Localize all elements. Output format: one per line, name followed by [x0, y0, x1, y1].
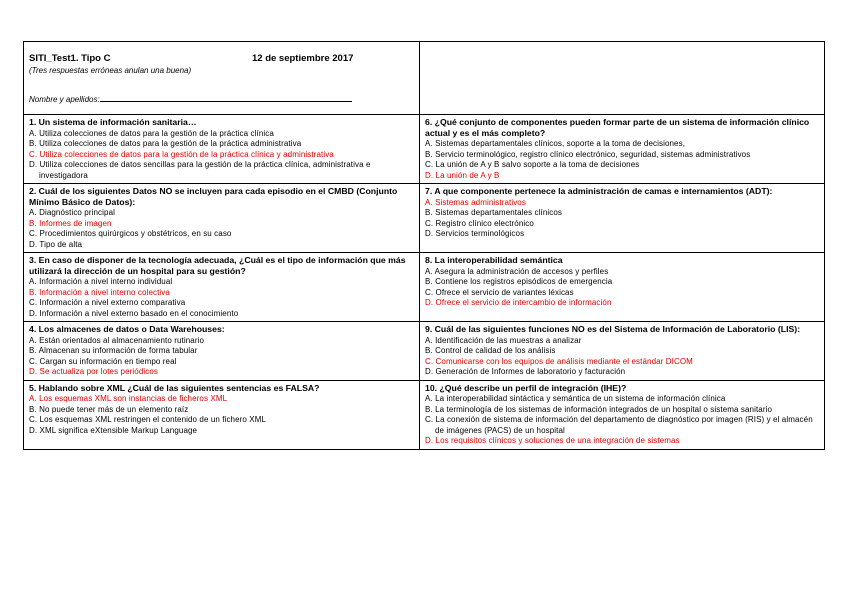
question-cell-8: [420, 253, 825, 322]
answer-option[interactable]: A. Identificación de las muestras a analizar: [425, 335, 582, 345]
name-field[interactable]: [29, 93, 415, 105]
answer-option-correct[interactable]: B. Información a nivel interno colectiva: [29, 287, 170, 297]
question-title: 10. ¿Qué describe un perfil de integración (IHE)?: [425, 382, 627, 393]
question-row: [24, 184, 825, 253]
question-title: 6. ¿Qué conjunto de componentes pueden formar parte de un sistema de información clínico actual y es el más completo?: [425, 117, 810, 138]
question-row: [24, 380, 825, 449]
answer-option[interactable]: B. Servicio terminológico, registro clínico electrónico, seguridad, sistemas administrativos: [425, 149, 751, 159]
question-title: 2. Cuál de los siguientes Datos NO se incluyen para cada episodio en el CMBD (Conjunto Mínimo Básico de Datos):: [29, 186, 398, 207]
header-row: [24, 42, 825, 115]
answer-option-correct[interactable]: C. Utiliza colecciones de datos para la gestión de la práctica clínica y administrativa: [29, 149, 334, 159]
answer-option[interactable]: A. Diagnóstico principal: [29, 208, 115, 217]
question-cell-1: [24, 115, 420, 184]
answer-option[interactable]: A. Están orientados al almacenamiento rutinario: [29, 335, 205, 345]
answer-option[interactable]: B. Almacenan su información de forma tabular: [29, 346, 198, 355]
answer-option-correct[interactable]: D. Los requisitos clínicos y soluciones de una integración de sistemas: [425, 436, 680, 445]
answer-option-correct[interactable]: A. Sistemas administrativos: [425, 197, 526, 207]
answer-option[interactable]: C. Ofrece el servicio de variantes léxicas: [425, 287, 574, 297]
answer-option[interactable]: C. Cargan su información en tiempo real: [29, 356, 177, 366]
question-cell-3: [24, 253, 420, 322]
answer-option[interactable]: B. Contiene los registros episódicos de emergencia: [425, 277, 613, 286]
answer-option[interactable]: B. Utiliza colecciones de datos para la gestión de la práctica administrativa: [29, 139, 302, 148]
answer-option[interactable]: D. Tipo de alta: [29, 239, 83, 249]
name-underline[interactable]: [100, 93, 352, 102]
answer-option-correct[interactable]: D. Se actualiza por lotes periódicos: [29, 367, 158, 376]
answer-option[interactable]: A. Utiliza colecciones de datos para la gestión de la práctica clínica: [29, 128, 274, 138]
question-cell-4: [24, 322, 420, 381]
exam-date: 12 de septiembre 2017: [252, 53, 354, 64]
header-empty-cell: [420, 42, 825, 115]
question-title: 9. Cuál de las siguientes funciones NO es del Sistema de Información de Laboratorio (LIS):: [425, 324, 801, 334]
answer-option-correct[interactable]: D. La unión de A y B: [425, 170, 500, 180]
question-title: 1. Un sistema de información sanitaria…: [29, 117, 197, 127]
answer-option[interactable]: D. XML significa eXtensible Markup Language: [29, 425, 198, 435]
question-title: 3. En caso de disponer de la tecnología adecuada, ¿Cuál es el tipo de información que más utilizará la dirección de un hospital para su gestión?: [29, 255, 406, 276]
answer-option[interactable]: A. Asegura la administración de accesos y perfiles: [425, 266, 609, 276]
answer-option-correct[interactable]: C. Comunicarse con los equipos de análisis mediante el estándar DICOM: [425, 356, 693, 366]
answer-option[interactable]: B. Sistemas departamentales clínicos: [425, 208, 562, 217]
question-title: 7. A que componente pertenece la administración de camas e internamientos (ADT):: [425, 186, 773, 196]
answer-option-correct[interactable]: B. Informes de imagen: [29, 218, 112, 228]
question-cell-7: [420, 184, 825, 253]
exam-sheet: [23, 41, 824, 450]
question-cell-5: [24, 380, 420, 449]
answer-option[interactable]: C. La conexión de sistema de información del departamento de diagnóstico por imagen (RIS) y el almacén de imágenes (PACS) de un hospital: [425, 415, 813, 435]
answer-option[interactable]: D. Utiliza colecciones de datos sencillas para la gestión de la práctica clínica, administrativa e investigadora: [29, 160, 371, 180]
question-cell-2: [24, 184, 420, 253]
exam-title: [29, 53, 415, 65]
answer-option[interactable]: D. Generación de Informes de laboratorio y facturación: [425, 367, 626, 376]
exam-table: [23, 41, 825, 450]
name-label: Nombre y apellidos:: [29, 95, 100, 104]
answer-option[interactable]: C. La unión de A y B salvo soporte a la toma de decisiones: [425, 160, 640, 169]
header-cell: [24, 42, 420, 115]
answer-option[interactable]: A. Información a nivel interno individual: [29, 277, 173, 286]
question-row: [24, 322, 825, 381]
scoring-note: (Tres respuestas erróneas anulan una buena): [29, 66, 192, 75]
answer-option[interactable]: C. Registro clínico electrónico: [425, 218, 534, 228]
answer-option[interactable]: C. Procedimientos quirúrgicos y obstétricos, en su caso: [29, 229, 232, 238]
test-name: SITI_Test1. Tipo C: [29, 53, 111, 64]
answer-option[interactable]: B. La terminología de los sistemas de información integrados de un hospital o sistema sanitario: [425, 404, 773, 414]
question-title: 5. Hablando sobre XML ¿Cuál de las siguientes sentencias es FALSA?: [29, 382, 320, 393]
answer-option[interactable]: C. Los esquemas XML restringen el contenido de un fichero XML: [29, 415, 267, 424]
answer-option[interactable]: C. Información a nivel externo comparativa: [29, 298, 186, 307]
answer-option[interactable]: D. Información a nivel externo basado en el conocimiento: [29, 308, 239, 318]
question-title: 8. La interoperabilidad semántica: [425, 255, 563, 265]
answer-option[interactable]: A. Sistemas departamentales clínicos, soporte a la toma de decisiones,: [425, 139, 686, 148]
question-row: [24, 115, 825, 184]
answer-option[interactable]: B. No puede tener más de un elemento raíz: [29, 404, 189, 414]
answer-option-correct[interactable]: D. Ofrece el servicio de intercambio de información: [425, 298, 612, 307]
answer-option[interactable]: D. Servicios terminológicos: [425, 229, 525, 238]
answer-option[interactable]: B. Control de calidad de los análisis: [425, 346, 556, 355]
question-cell-10: [420, 380, 825, 449]
answer-option[interactable]: A. La interoperabilidad sintáctica y semántica de un sistema de información clínica: [425, 394, 726, 403]
question-row: [24, 253, 825, 322]
question-cell-6: [420, 115, 825, 184]
answer-option-correct[interactable]: A. Los esquemas XML son instancias de ficheros XML: [29, 394, 228, 403]
question-title: 4. Los almacenes de datos o Data Warehouses:: [29, 324, 225, 334]
question-cell-9: [420, 322, 825, 381]
